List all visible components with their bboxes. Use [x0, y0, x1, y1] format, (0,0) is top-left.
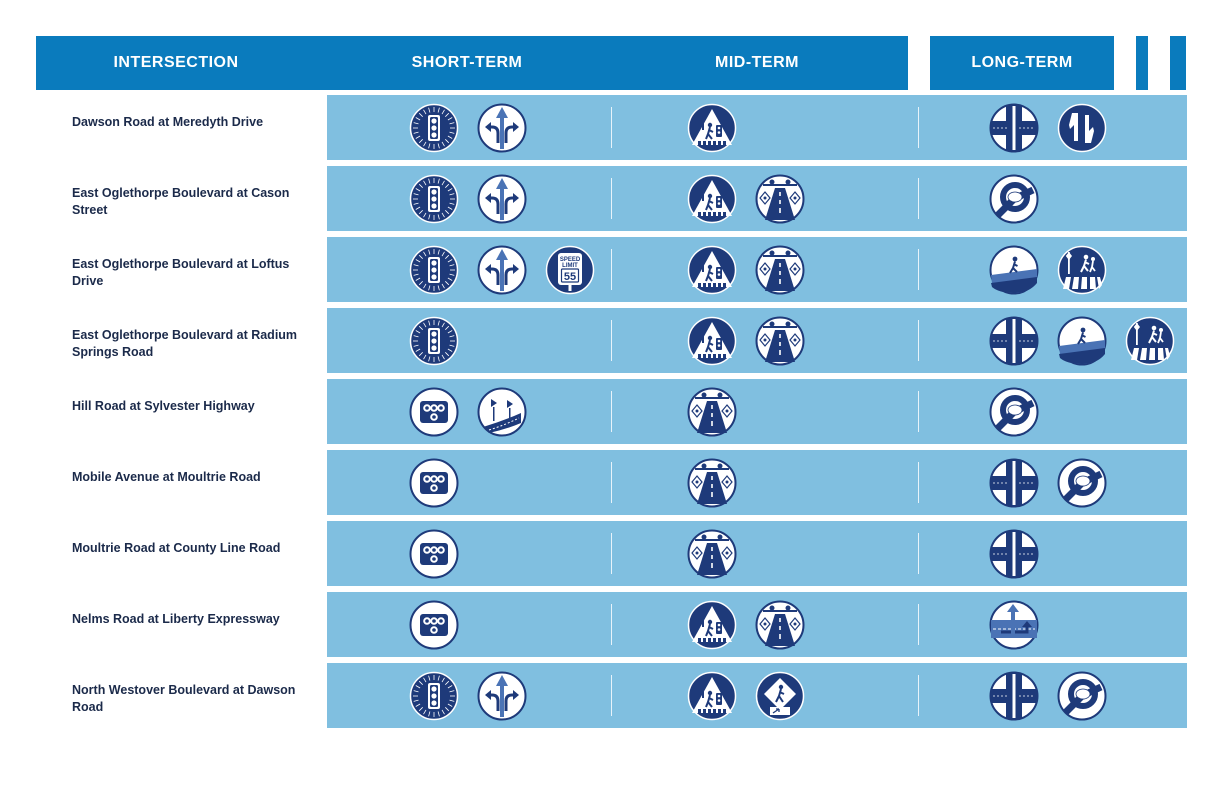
traffic-signal-icon [409, 245, 459, 295]
column-divider [918, 107, 919, 148]
table-row [0, 308, 1224, 373]
road-signs-icon [755, 316, 805, 366]
long-term-cell [989, 166, 1039, 231]
column-divider [611, 391, 612, 432]
pedestrian-sign-icon [755, 671, 805, 721]
short-term-cell [409, 450, 459, 515]
svg-text:LIMIT: LIMIT [562, 262, 578, 269]
roundabout-icon [1057, 671, 1107, 721]
table-row [0, 95, 1224, 160]
svg-text:SPEED: SPEED [559, 256, 581, 263]
crosswalk-icon [1057, 245, 1107, 295]
mid-term-cell [687, 521, 737, 586]
lane-arrows-icon [477, 103, 527, 153]
signal-heads-icon [409, 600, 459, 650]
mid-term-cell [687, 308, 805, 373]
short-term-cell [409, 521, 459, 586]
header-long-term: LONG-TERM [971, 54, 1073, 71]
short-term-cell [409, 663, 527, 728]
intersection-name: Dawson Road at Meredyth Drive [72, 115, 264, 129]
median-icon [989, 458, 1039, 508]
column-divider [918, 320, 919, 361]
column-divider [918, 178, 919, 219]
signal-heads-icon [409, 529, 459, 579]
crosswalk-icon [1125, 316, 1175, 366]
signal-heads-icon [409, 387, 459, 437]
intersection-name: East Oglethorpe Boulevard at Radium Springs Road [72, 328, 298, 359]
short-term-cell [409, 379, 527, 444]
divided-road-icon [1057, 103, 1107, 153]
column-divider [918, 675, 919, 716]
short-term-cell [409, 166, 527, 231]
column-divider [611, 320, 612, 361]
median-icon [989, 529, 1039, 579]
header-accent-bar [1136, 36, 1148, 90]
column-divider [918, 391, 919, 432]
short-term-cell [409, 592, 459, 657]
short-term-cell [409, 95, 527, 160]
pedestrian-crossing-icon [687, 174, 737, 224]
traffic-signal-icon [409, 103, 459, 153]
header-mid-term: MID-TERM [715, 54, 799, 71]
lane-arrows-icon [477, 174, 527, 224]
header-intersection: INTERSECTION [113, 54, 239, 71]
road-signs-icon [687, 387, 737, 437]
pedestrian-crossing-icon [687, 671, 737, 721]
long-term-cell [989, 450, 1107, 515]
table-row [0, 166, 1224, 231]
intersection-name: North Westover Boulevard at Dawson Road [72, 683, 296, 714]
median-icon [989, 671, 1039, 721]
column-divider [611, 107, 612, 148]
pedestrian-crossing-icon [687, 600, 737, 650]
turn-lane-icon [989, 600, 1039, 650]
column-divider [611, 604, 612, 645]
roundabout-icon [989, 387, 1039, 437]
traffic-signal-icon [409, 671, 459, 721]
curve-road-icon [477, 387, 527, 437]
table-row [0, 379, 1224, 444]
long-term-cell [989, 379, 1039, 444]
mid-term-cell [687, 95, 737, 160]
long-term-cell [989, 308, 1175, 373]
roundabout-icon [989, 174, 1039, 224]
intersection-name: East Oglethorpe Boulevard at Loftus Drive [72, 257, 290, 288]
lane-arrows-icon [477, 671, 527, 721]
long-term-cell [989, 95, 1107, 160]
traffic-signal-icon [409, 174, 459, 224]
mid-term-cell [687, 166, 805, 231]
column-divider [918, 462, 919, 503]
intersection-name: East Oglethorpe Boulevard at Cason Street [72, 186, 290, 217]
column-divider [611, 675, 612, 716]
sidewalk-icon [989, 245, 1039, 295]
column-divider [918, 604, 919, 645]
long-term-cell [989, 592, 1039, 657]
intersection-name: Nelms Road at Liberty Expressway [72, 612, 280, 626]
short-term-cell [409, 308, 459, 373]
road-signs-icon [755, 174, 805, 224]
header-accent-bar [1170, 36, 1186, 90]
svg-text:55: 55 [563, 270, 577, 283]
header-short-term: SHORT-TERM [411, 54, 523, 71]
column-divider [611, 462, 612, 503]
column-divider [611, 178, 612, 219]
speed-limit-icon [545, 245, 595, 295]
intersection-name: Moultrie Road at County Line Road [72, 541, 281, 555]
long-term-cell [989, 237, 1107, 302]
mid-term-cell [687, 592, 805, 657]
mid-term-cell [687, 379, 737, 444]
short-term-cell [409, 237, 595, 302]
lane-arrows-icon [477, 245, 527, 295]
median-icon [989, 316, 1039, 366]
mid-term-cell [687, 663, 805, 728]
column-divider [611, 249, 612, 290]
intersection-name: Hill Road at Sylvester Highway [72, 399, 255, 413]
table-row [0, 663, 1224, 728]
pedestrian-crossing-icon [687, 103, 737, 153]
median-icon [989, 103, 1039, 153]
intersection-name: Mobile Avenue at Moultrie Road [72, 470, 261, 484]
road-signs-icon [687, 529, 737, 579]
signal-heads-icon [409, 458, 459, 508]
road-signs-icon [687, 458, 737, 508]
mid-term-cell [687, 450, 737, 515]
sidewalk-icon [1057, 316, 1107, 366]
road-signs-icon [755, 245, 805, 295]
table-row [0, 237, 1224, 302]
road-signs-icon [755, 600, 805, 650]
table-row [0, 592, 1224, 657]
table-row [0, 450, 1224, 515]
long-term-cell [989, 663, 1107, 728]
table-row [0, 521, 1224, 586]
column-divider [611, 533, 612, 574]
column-divider [918, 533, 919, 574]
mid-term-cell [687, 237, 805, 302]
column-divider [918, 249, 919, 290]
pedestrian-crossing-icon [687, 316, 737, 366]
long-term-cell [989, 521, 1039, 586]
pedestrian-crossing-icon [687, 245, 737, 295]
roundabout-icon [1057, 458, 1107, 508]
traffic-signal-icon [409, 316, 459, 366]
